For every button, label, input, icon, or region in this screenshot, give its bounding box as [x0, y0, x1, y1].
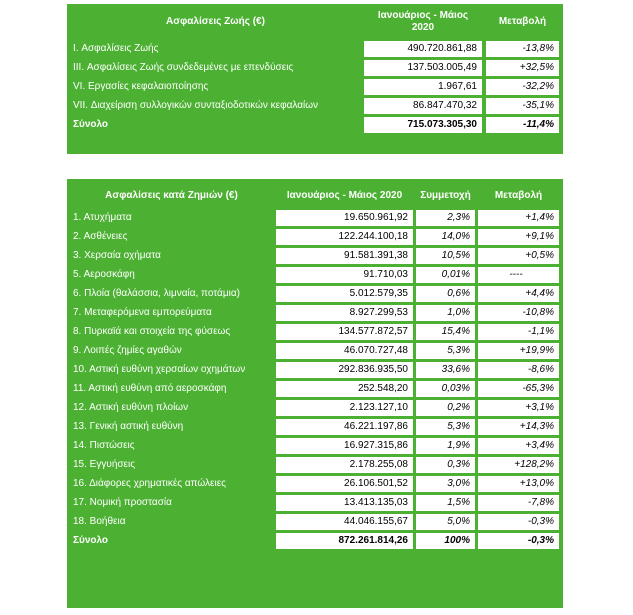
row-amount: 8.927.299,53 [276, 305, 413, 321]
row-amount: 5.012.579,35 [276, 286, 413, 302]
nonlife-row [67, 438, 563, 454]
nonlife-row [67, 362, 563, 378]
nonlife-row [67, 343, 563, 359]
nonlife-insurance-table [67, 179, 563, 608]
row-label: III. Ασφαλίσεις Ζωής συνδεδεμένες με επενδύσεις [73, 62, 294, 73]
life-row [67, 98, 563, 114]
row-change: -65,3% [478, 381, 559, 397]
total-share: 100% [416, 533, 475, 549]
row-amount: 2.123.127,10 [276, 400, 413, 416]
row-share: 2,3% [416, 210, 475, 226]
nonlife-total-row [67, 533, 563, 549]
row-change: -8,6% [478, 362, 559, 378]
row-change: +19,9% [478, 343, 559, 359]
total-change: -0,3% [478, 533, 559, 549]
row-share: 1,0% [416, 305, 475, 321]
row-amount: 44.046.155,67 [276, 514, 413, 530]
row-label: I. Ασφαλίσεις Ζωής [73, 43, 159, 54]
row-share: 5,3% [416, 343, 475, 359]
row-label: VI. Εργασίες κεφαλαιοποίησης [73, 81, 209, 92]
nonlife-header-change: Μεταβολή [494, 190, 543, 201]
nonlife-row [67, 267, 563, 283]
nonlife-row [67, 324, 563, 340]
row-label: 12. Αστική ευθύνη πλοίων [73, 402, 189, 413]
row-label: 13. Γενική αστική ευθύνη [73, 421, 184, 432]
row-share: 0,6% [416, 286, 475, 302]
row-share: 1,9% [416, 438, 475, 454]
nonlife-header-share: Συμμετοχή [420, 190, 471, 201]
row-amount: 252.548,20 [276, 381, 413, 397]
total-change: -11,4% [486, 117, 559, 133]
row-amount: 134.577.872,57 [276, 324, 413, 340]
nonlife-row [67, 248, 563, 264]
nonlife-row [67, 419, 563, 435]
row-share: 5,3% [416, 419, 475, 435]
life-total-row [67, 117, 563, 133]
total-amount: 872.261.814,26 [276, 533, 413, 549]
row-change: +4,4% [478, 286, 559, 302]
nonlife-row [67, 457, 563, 473]
row-label: 18. Βοήθεια [73, 516, 126, 527]
nonlife-header-title: Ασφαλίσεις κατά Ζημιών (€) [105, 190, 238, 201]
row-amount: 26.106.501,52 [276, 476, 413, 492]
row-label: 2. Ασθένειες [73, 231, 128, 242]
row-change: +128,2% [478, 457, 559, 473]
row-change: ---- [478, 267, 559, 283]
total-label: Σύνολο [73, 535, 109, 546]
row-label: 9. Λοιπές ζημίες αγαθών [73, 345, 182, 356]
row-share: 33,6% [416, 362, 475, 378]
row-label: 11. Αστική ευθύνη από αεροσκάφη [73, 383, 227, 394]
row-label: 7. Μεταφερόμενα εμπορεύματα [73, 307, 212, 318]
row-amount: 86.847.470,32 [364, 98, 482, 114]
row-change: -1,1% [478, 324, 559, 340]
row-label: 1. Ατυχήματα [73, 212, 132, 223]
row-share: 0,01% [416, 267, 475, 283]
row-share: 15,4% [416, 324, 475, 340]
nonlife-header-period: Ιανουάριος - Μάιος 2020 [286, 190, 403, 201]
row-share: 1,5% [416, 495, 475, 511]
row-label: 16. Διάφορες χρηματικές απώλειες [73, 478, 226, 489]
row-share: 10,5% [416, 248, 475, 264]
row-change: +0,5% [478, 248, 559, 264]
row-amount: 19.650.961,92 [276, 210, 413, 226]
life-table-header [67, 7, 563, 37]
nonlife-row [67, 286, 563, 302]
row-amount: 16.927.315,86 [276, 438, 413, 454]
nonlife-row [67, 381, 563, 397]
nonlife-header-row [67, 185, 563, 207]
life-header-title: Ασφαλίσεις Ζωής (€) [166, 16, 265, 27]
row-change: +14,3% [478, 419, 559, 435]
life-header-change: Μεταβολή [498, 16, 547, 27]
row-label: 5. Αεροσκάφη [73, 269, 135, 280]
row-share: 3,0% [416, 476, 475, 492]
row-label: 14. Πιστώσεις [73, 440, 135, 451]
nonlife-row [67, 210, 563, 226]
row-label: 17. Νομική προστασία [73, 497, 172, 508]
total-label: Σύνολο [73, 119, 109, 130]
row-label: 6. Πλοία (θαλάσσια, λιμναία, ποτάμια) [73, 288, 240, 299]
row-change: +3,4% [478, 438, 559, 454]
row-change: -35,1% [486, 98, 559, 114]
row-amount: 1.967,61 [364, 79, 482, 95]
nonlife-row [67, 514, 563, 530]
row-change: +3,1% [478, 400, 559, 416]
nonlife-row [67, 495, 563, 511]
row-amount: 46.221.197,86 [276, 419, 413, 435]
row-amount: 2.178.255,08 [276, 457, 413, 473]
row-amount: 13.413.135,03 [276, 495, 413, 511]
nonlife-row [67, 476, 563, 492]
row-change: -10,8% [478, 305, 559, 321]
row-change: +13,0% [478, 476, 559, 492]
row-amount: 91.581.391,38 [276, 248, 413, 264]
row-amount: 122.244.100,18 [276, 229, 413, 245]
row-change: +9,1% [478, 229, 559, 245]
life-insurance-table [67, 4, 563, 154]
row-change: +32,5% [486, 60, 559, 76]
row-amount: 91.710,03 [276, 267, 413, 283]
row-amount: 137.503.005,49 [364, 60, 482, 76]
row-amount: 490.720.861,88 [364, 41, 482, 57]
row-label: 3. Χερσαία οχήματα [73, 250, 161, 261]
row-share: 14,0% [416, 229, 475, 245]
nonlife-row [67, 305, 563, 321]
row-label: 15. Εγγυήσεις [73, 459, 136, 470]
nonlife-row [67, 400, 563, 416]
row-change: -13,8% [486, 41, 559, 57]
row-label: 8. Πυρκαϊά και στοιχεία της φύσεως [73, 326, 231, 337]
row-label: VII. Διαχείριση συλλογικών συνταξιοδοτικών κεφαλαίων [73, 100, 319, 111]
life-row [67, 41, 563, 57]
row-change: -0,3% [478, 514, 559, 530]
row-share: 5,0% [416, 514, 475, 530]
row-share: 0,3% [416, 457, 475, 473]
life-row [67, 79, 563, 95]
life-row [67, 60, 563, 76]
life-table-body [67, 38, 563, 136]
row-change: +1,4% [478, 210, 559, 226]
row-amount: 292.836.935,50 [276, 362, 413, 378]
nonlife-table-body [67, 182, 563, 552]
row-change: -7,8% [478, 495, 559, 511]
row-share: 0,03% [416, 381, 475, 397]
row-share: 0,2% [416, 400, 475, 416]
row-amount: 46.070.727,48 [276, 343, 413, 359]
row-change: -32,2% [486, 79, 559, 95]
nonlife-row [67, 229, 563, 245]
life-header-period: Ιανουάριος - Μάιος 2020 [377, 10, 469, 33]
row-label: 10. Αστική ευθύνη χερσαίων οχημάτων [73, 364, 246, 375]
total-amount: 715.073.305,30 [364, 117, 482, 133]
